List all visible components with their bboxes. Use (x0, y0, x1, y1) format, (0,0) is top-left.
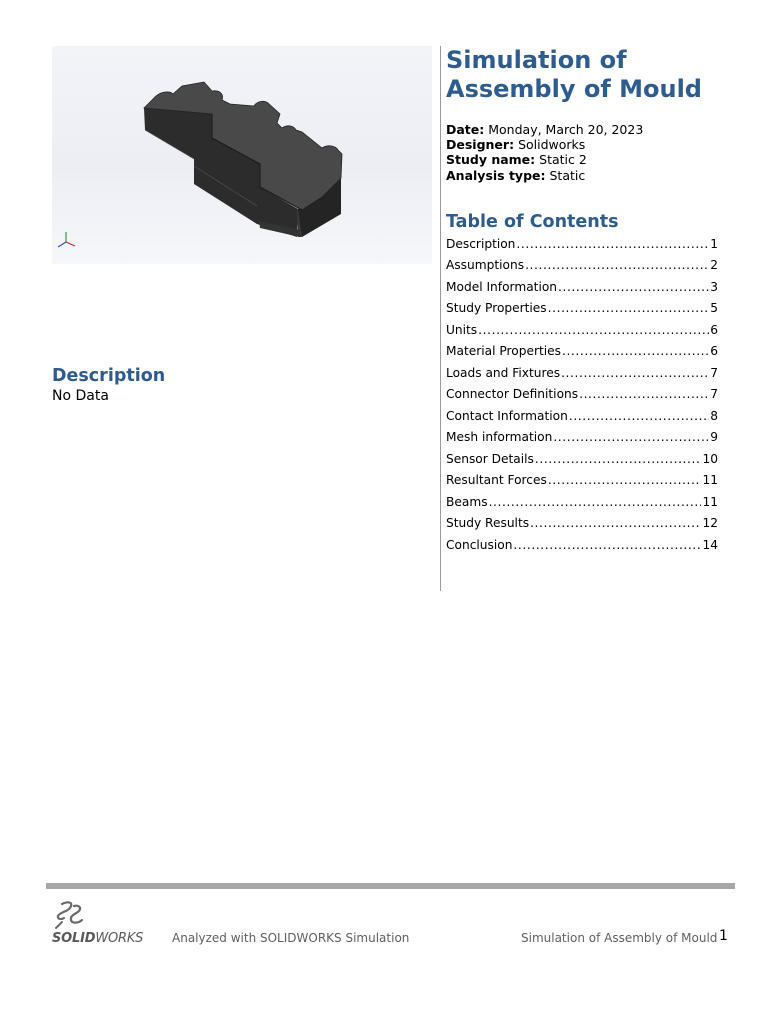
table-of-contents (446, 233, 718, 556)
toc-heading: Table of Contents (446, 212, 619, 232)
toc-entry-label: Conclusion (446, 537, 513, 552)
toc-entry-conclusion[interactable] (446, 534, 718, 556)
toc-leader-dots (516, 237, 709, 251)
toc-entry-connector-definitions[interactable] (446, 384, 718, 406)
toc-leader-dots (579, 387, 709, 401)
toc-entry-sensor-details[interactable] (446, 448, 718, 470)
toc-entry-description[interactable] (446, 233, 718, 255)
toc-leader-dots (561, 366, 709, 380)
toc-entry-page: 6 (710, 322, 718, 337)
toc-leader-dots (478, 323, 709, 337)
page-number: 1 (719, 928, 728, 944)
coordinate-triad-icon (58, 232, 75, 247)
meta-label: Date: (446, 122, 485, 137)
report-metadata (446, 122, 643, 183)
toc-leader-dots (513, 538, 701, 552)
model-render-image (52, 46, 432, 264)
meta-analysis-type (446, 168, 643, 183)
toc-leader-dots (548, 473, 702, 487)
toc-leader-dots (530, 516, 701, 530)
toc-entry-page: 14 (702, 537, 718, 552)
toc-entry-label: Connector Definitions (446, 387, 579, 402)
meta-value: Solidworks (518, 137, 586, 153)
toc-entry-label: Beams (446, 494, 488, 509)
toc-entry-page: 9 (710, 430, 718, 445)
logo-bold: SOLID (52, 931, 96, 946)
toc-entry-contact-information[interactable] (446, 405, 718, 427)
toc-entry-study-results[interactable] (446, 513, 718, 535)
toc-entry-label: Assumptions (446, 258, 525, 273)
toc-entry-material-properties[interactable] (446, 341, 718, 363)
toc-leader-dots (489, 495, 702, 509)
toc-entry-mesh-information[interactable] (446, 427, 718, 449)
meta-label: Analysis type: (446, 167, 546, 183)
toc-entry-beams[interactable] (446, 491, 718, 513)
toc-entry-page: 12 (702, 516, 718, 531)
toc-entry-label: Units (446, 322, 478, 337)
toc-entry-label: Material Properties (446, 344, 561, 359)
toc-entry-page: 8 (710, 408, 718, 423)
toc-entry-label: Contact Information (446, 408, 568, 423)
toc-leader-dots (535, 452, 702, 466)
toc-entry-page: 10 (702, 451, 718, 466)
toc-entry-page: 2 (710, 258, 718, 273)
meta-date (446, 122, 643, 137)
meta-value: Static 2 (539, 152, 587, 168)
toc-leader-dots (562, 344, 709, 358)
description-body: No Data (52, 388, 109, 404)
toc-entry-loads-and-fixtures[interactable] (446, 362, 718, 384)
meta-label: Study name: (446, 152, 536, 168)
report-title: Simulation of Assembly of Mould (446, 46, 702, 103)
toc-entry-page: 7 (710, 365, 718, 380)
toc-entry-page: 1 (710, 236, 718, 251)
toc-entry-model-information[interactable] (446, 276, 718, 298)
toc-entry-assumptions[interactable] (446, 255, 718, 277)
toc-entry-label: Sensor Details (446, 451, 534, 466)
toc-entry-resultant-forces[interactable] (446, 470, 718, 492)
toc-leader-dots (558, 280, 709, 294)
meta-designer (446, 137, 643, 152)
toc-leader-dots (525, 258, 709, 272)
toc-entry-page: 11 (702, 473, 718, 488)
toc-entry-label: Study Results (446, 516, 530, 531)
toc-entry-label: Resultant Forces (446, 473, 547, 488)
footer-rule (46, 883, 735, 889)
toc-leader-dots (553, 430, 709, 444)
toc-entry-label: Description (446, 236, 516, 251)
toc-entry-label: Mesh information (446, 430, 553, 445)
solidworks-ds-logo-icon (52, 900, 92, 932)
toc-entry-label: Model Information (446, 279, 558, 294)
toc-entry-page: 5 (710, 301, 718, 316)
toc-entry-page: 6 (710, 344, 718, 359)
logo-rest: WORKS (95, 931, 144, 946)
solidworks-logo (52, 900, 162, 948)
toc-leader-dots (548, 301, 710, 315)
paver-model-render (52, 46, 432, 264)
toc-entry-study-properties[interactable] (446, 298, 718, 320)
toc-entry-units[interactable] (446, 319, 718, 341)
meta-value: Static (549, 167, 586, 183)
description-heading: Description (52, 366, 166, 386)
footer-analyzed-with: Analyzed with SOLIDWORKS Simulation (172, 931, 410, 945)
solidworks-wordmark (52, 931, 143, 946)
toc-entry-label: Study Properties (446, 301, 547, 316)
toc-entry-label: Loads and Fixtures (446, 365, 561, 380)
meta-label: Designer: (446, 137, 515, 153)
meta-value: Monday, March 20, 2023 (488, 122, 644, 137)
column-divider (440, 46, 441, 591)
toc-entry-page: 7 (710, 387, 718, 402)
footer-doc-title: Simulation of Assembly of Mould (521, 931, 718, 945)
meta-study-name (446, 152, 643, 167)
toc-entry-page: 3 (710, 279, 718, 294)
toc-entry-page: 11 (702, 494, 718, 509)
toc-leader-dots (569, 409, 709, 423)
